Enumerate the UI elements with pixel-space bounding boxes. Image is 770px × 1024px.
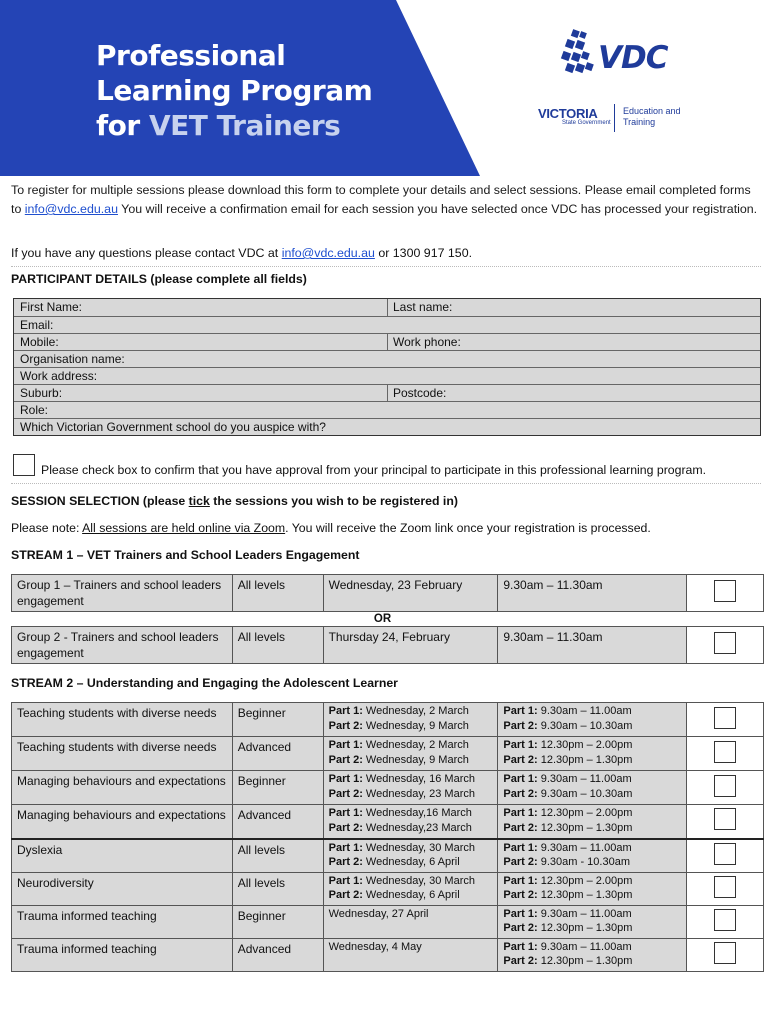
part1-label: Part 1: xyxy=(328,773,363,785)
role-field[interactable]: Role: xyxy=(20,403,49,417)
topic-cell: Teaching students with diverse needs xyxy=(12,703,233,737)
session-date: Wednesday, 27 April xyxy=(328,907,429,920)
topic-cell: Dyslexia xyxy=(12,839,233,873)
title-for: for xyxy=(96,109,149,142)
select-cell xyxy=(687,575,764,612)
part2-time: 12.30pm – 1.30pm xyxy=(537,889,633,901)
session-checkbox[interactable] xyxy=(714,580,736,602)
zoom-note xyxy=(11,521,651,535)
part2-date: Wednesday, 9 March xyxy=(362,719,469,732)
part1-label: Part 1: xyxy=(503,773,538,785)
table-row xyxy=(12,627,764,664)
part2-label: Part 2: xyxy=(503,922,538,934)
session-checkbox[interactable] xyxy=(714,741,736,763)
session-checkbox[interactable] xyxy=(714,707,736,729)
form-row xyxy=(14,299,760,316)
session-checkbox[interactable] xyxy=(714,775,736,797)
victoria-logo-word: VICTORIA xyxy=(538,106,598,121)
part1-date: Wednesday, 30 March xyxy=(362,874,475,887)
part2-date: Wednesday, 9 March xyxy=(362,753,469,766)
table-row xyxy=(12,703,764,737)
topic-cell: Trauma informed teaching xyxy=(12,938,233,971)
table-row xyxy=(12,839,764,873)
dates-cell xyxy=(323,771,498,805)
part1-label: Part 1: xyxy=(328,739,363,751)
group-cell: Group 1 – Trainers and school leaders engagement xyxy=(12,575,233,612)
part2-label: Part 2: xyxy=(328,856,363,868)
stream2-heading: STREAM 2 – Understanding and Engaging the Adolescent Learner xyxy=(11,676,398,690)
session-checkbox[interactable] xyxy=(714,808,736,830)
dates-cell xyxy=(323,872,498,905)
or-row xyxy=(12,612,764,627)
part2-time: 9.30am - 10.30am xyxy=(537,856,630,868)
part2-date: Wednesday, 23 March xyxy=(362,787,475,800)
form-row xyxy=(14,384,760,401)
select-cell xyxy=(687,737,764,771)
stream1-heading: STREAM 1 – VET Trainers and School Leaders Engagement xyxy=(11,548,360,562)
intro-paragraph xyxy=(11,181,763,219)
times-cell xyxy=(498,839,687,873)
part1-date: Wednesday, 2 March xyxy=(362,739,469,751)
part1-time: 9.30am – 11.00am xyxy=(537,841,632,854)
dates-cell xyxy=(323,805,498,839)
level-cell: Beginner xyxy=(232,905,323,938)
divider xyxy=(11,483,761,484)
organisation-field[interactable]: Organisation name: xyxy=(20,352,125,366)
part2-time: 12.30pm – 1.30pm xyxy=(537,821,633,834)
part1-label: Part 1: xyxy=(503,907,538,920)
times-cell xyxy=(498,938,687,971)
page-title xyxy=(96,38,372,143)
dates-cell xyxy=(323,703,498,737)
part2-date: Wednesday,23 March xyxy=(362,821,472,834)
session-checkbox[interactable] xyxy=(714,942,736,964)
level-cell: Beginner xyxy=(232,703,323,737)
table-row xyxy=(12,575,764,612)
part1-label: Part 1: xyxy=(503,807,538,819)
session-checkbox[interactable] xyxy=(714,876,736,898)
intro-text-b: You will receive a confirmation email for each session you have selected once VDC has processed your registration. xyxy=(117,202,758,216)
contact-email-link[interactable]: info@vdc.edu.au xyxy=(281,246,375,260)
dates-cell xyxy=(323,938,498,971)
email-field[interactable]: Email: xyxy=(20,318,54,332)
dates-cell xyxy=(323,905,498,938)
mobile-field[interactable]: Mobile: xyxy=(14,334,388,350)
level-cell: Advanced xyxy=(232,805,323,839)
times-cell xyxy=(498,737,687,771)
table-row xyxy=(12,737,764,771)
part1-date: Wednesday, 2 March xyxy=(362,705,469,717)
suburb-field[interactable]: Suburb: xyxy=(14,385,388,401)
times-cell xyxy=(498,703,687,737)
time-cell: 9.30am – 11.30am xyxy=(498,627,687,664)
participant-heading: PARTICIPANT DETAILS (please complete all fields) xyxy=(11,272,307,286)
times-cell xyxy=(498,771,687,805)
table-row xyxy=(12,771,764,805)
level-cell: Advanced xyxy=(232,737,323,771)
dates-cell xyxy=(323,737,498,771)
part1-time: 9.30am – 11.00am xyxy=(537,940,632,953)
logo-divider xyxy=(614,104,615,132)
part1-label: Part 1: xyxy=(328,807,363,819)
part2-label: Part 2: xyxy=(503,719,538,732)
email-link[interactable]: info@vdc.edu.au xyxy=(24,202,118,216)
part2-date: Wednesday, 6 April xyxy=(362,889,460,901)
title-line-3 xyxy=(96,108,372,143)
part1-time: 9.30am – 11.00am xyxy=(537,907,632,920)
part2-time: 12.30pm – 1.30pm xyxy=(537,753,633,766)
first-name-field[interactable]: First Name: xyxy=(14,299,388,316)
form-row xyxy=(14,367,760,384)
part1-label: Part 1: xyxy=(328,705,363,717)
work-address-field[interactable]: Work address: xyxy=(20,369,98,383)
dates-cell xyxy=(323,839,498,873)
level-cell: All levels xyxy=(232,575,323,612)
form-row xyxy=(14,401,760,418)
times-cell xyxy=(498,905,687,938)
intro-text-a: To register for multiple sessions please download this form to complete your details and select sessions. Please email completed forms to xyxy=(11,183,751,216)
part2-date: Wednesday, 6 April xyxy=(362,856,460,868)
header-banner xyxy=(0,0,770,176)
table-row xyxy=(12,872,764,905)
select-cell xyxy=(687,872,764,905)
select-cell xyxy=(687,938,764,971)
part1-date: Wednesday, 30 March xyxy=(362,841,475,854)
part1-label: Part 1: xyxy=(503,739,538,751)
part1-label: Part 1: xyxy=(328,841,363,854)
part2-label: Part 2: xyxy=(503,889,538,901)
last-name-field[interactable]: Last name: xyxy=(393,300,453,314)
part1-date: Wednesday, 16 March xyxy=(362,773,475,785)
level-cell: Beginner xyxy=(232,771,323,805)
topic-cell: Trauma informed teaching xyxy=(12,905,233,938)
part2-label: Part 2: xyxy=(503,955,538,967)
part2-label: Part 2: xyxy=(328,889,363,901)
approval-label: Please check box to confirm that you have approval from your principal to participate in this professional learning program. xyxy=(41,463,707,477)
part2-time: 9.30am – 10.30am xyxy=(537,719,633,732)
title-line-1: Professional xyxy=(96,39,286,72)
contact-text-a: If you have any questions please contact VDC at xyxy=(11,246,282,260)
part2-label: Part 2: xyxy=(503,787,538,800)
department-name: Education and Training xyxy=(623,106,681,127)
note-a: Please note: xyxy=(11,521,83,535)
level-cell: All levels xyxy=(232,839,323,873)
work-phone-field[interactable]: Work phone: xyxy=(393,335,461,349)
note-b: . You will receive the Zoom link once your registration is processed. xyxy=(285,521,651,535)
select-cell xyxy=(687,703,764,737)
topic-cell: Managing behaviours and expectations xyxy=(12,771,233,805)
part1-time: 9.30am – 11.00am xyxy=(537,705,632,717)
stream1-table xyxy=(11,574,764,664)
time-cell: 9.30am – 11.30am xyxy=(498,575,687,612)
victoria-logo-sub: State Government xyxy=(562,120,611,126)
group-cell: Group 2 - Trainers and school leaders engagement xyxy=(12,627,233,664)
level-cell: All levels xyxy=(232,627,323,664)
part2-label: Part 2: xyxy=(503,856,538,868)
table-row xyxy=(12,905,764,938)
topic-cell: Teaching students with diverse needs xyxy=(12,737,233,771)
level-cell: All levels xyxy=(232,872,323,905)
part2-label: Part 2: xyxy=(328,753,363,766)
school-field[interactable]: Which Victorian Government school do you auspice with? xyxy=(20,420,326,434)
session-heading-tick: tick xyxy=(188,494,210,508)
session-heading-a: SESSION SELECTION (please xyxy=(11,494,189,508)
approval-checkbox[interactable] xyxy=(13,454,35,476)
part1-label: Part 1: xyxy=(503,940,538,953)
part1-label: Part 1: xyxy=(328,874,363,887)
part1-time: 12.30pm – 2.00pm xyxy=(537,807,633,819)
form-row xyxy=(14,418,760,435)
vdc-logo-text: VDC xyxy=(598,40,668,76)
part2-label: Part 2: xyxy=(328,719,363,732)
session-heading xyxy=(11,494,458,508)
session-heading-b: the sessions you wish to be registered in) xyxy=(209,494,458,508)
title-accent: VET Trainers xyxy=(148,109,341,142)
select-cell xyxy=(687,805,764,839)
part2-label: Part 2: xyxy=(328,821,363,834)
date-cell: Wednesday, 23 February xyxy=(323,575,498,612)
table-row xyxy=(12,805,764,839)
part1-label: Part 1: xyxy=(503,874,538,887)
level-cell: Advanced xyxy=(232,938,323,971)
part1-label: Part 1: xyxy=(503,705,538,717)
session-date: Wednesday, 4 May xyxy=(328,940,422,953)
select-cell xyxy=(687,839,764,873)
postcode-field[interactable]: Postcode: xyxy=(393,386,447,400)
select-cell xyxy=(687,771,764,805)
form-row xyxy=(14,316,760,333)
part1-time: 12.30pm – 2.00pm xyxy=(537,874,633,887)
table-row xyxy=(12,938,764,971)
topic-cell: Managing behaviours and expectations xyxy=(12,805,233,839)
divider xyxy=(11,266,761,267)
topic-cell: Neurodiversity xyxy=(12,872,233,905)
times-cell xyxy=(498,872,687,905)
contact-text-b: or 1300 917 150. xyxy=(374,246,473,260)
part2-time: 12.30pm – 1.30pm xyxy=(537,922,633,934)
part2-time: 9.30am – 10.30am xyxy=(537,787,633,800)
note-underlined: All sessions are held online via Zoom xyxy=(82,521,286,535)
part1-time: 12.30pm – 2.00pm xyxy=(537,739,633,751)
part1-time: 9.30am – 11.00am xyxy=(537,773,632,785)
part2-label: Part 2: xyxy=(328,787,363,800)
session-checkbox[interactable] xyxy=(714,632,736,654)
part1-label: Part 1: xyxy=(503,841,538,854)
part2-label: Part 2: xyxy=(503,821,538,834)
select-cell xyxy=(687,627,764,664)
date-cell: Thursday 24, February xyxy=(323,627,498,664)
times-cell xyxy=(498,805,687,839)
select-cell xyxy=(687,905,764,938)
session-checkbox[interactable] xyxy=(714,843,736,865)
stream2-table xyxy=(11,702,764,972)
title-line-2: Learning Program xyxy=(96,74,373,107)
or-label: OR xyxy=(12,612,764,627)
part1-date: Wednesday,16 March xyxy=(362,807,472,819)
form-row xyxy=(14,350,760,367)
session-checkbox[interactable] xyxy=(714,909,736,931)
contact-line xyxy=(11,245,472,261)
part2-label: Part 2: xyxy=(503,753,538,766)
form-row xyxy=(14,333,760,350)
participant-details-form xyxy=(13,298,761,436)
part2-time: 12.30pm – 1.30pm xyxy=(537,955,633,967)
